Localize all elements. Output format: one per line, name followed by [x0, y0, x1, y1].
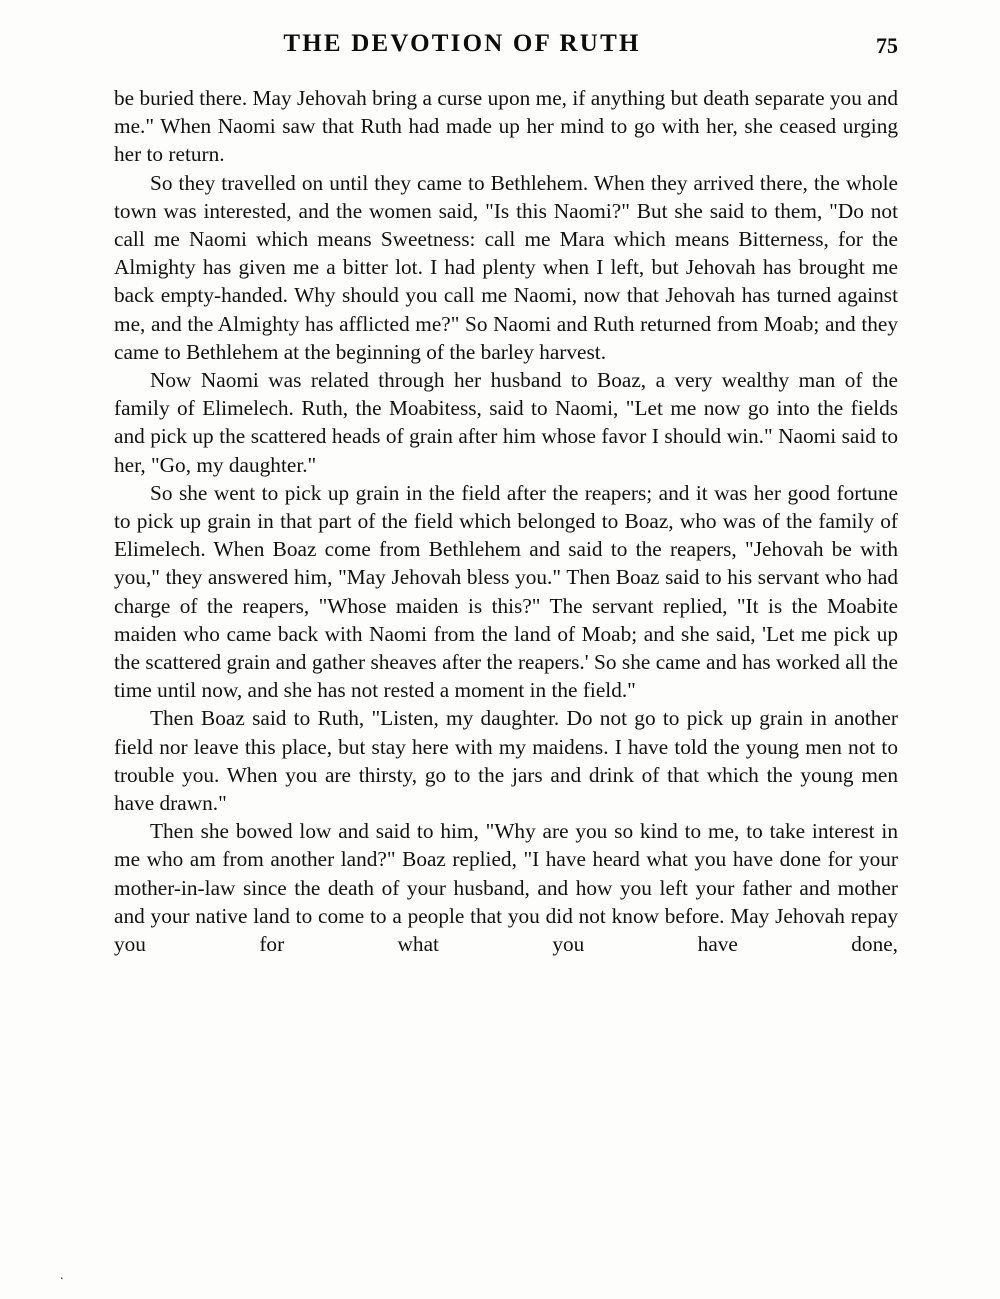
paragraph: So they travelled on until they came to Bethlehem. When they arrived there, the whole town was interested, and the women said, "Is this Naomi?" But she said to them, "Do not call me Naomi which means Sweetness: call me Mara which means Bitterness, for the Almighty has given me a bitter lot. I had plenty when I left, but Jehovah has brought me back empty-handed. Why should you call me Naomi, now that Jehovah has turned against me, and the Almighty has afflicted me?" So Naomi and Ruth returned from Moab; and they came to Bethlehem at the beginning of the barley harvest.	[114, 170, 898, 364]
paragraph: Then Boaz said to Ruth, "Listen, my daughter. Do not go to pick up grain in another field nor leave this place, but stay here with my maidens. I have told the young men not to trouble you. When you are thirsty, go to the jars and drink of that which the young men have drawn."	[114, 706, 898, 816]
body-text	[114, 84, 898, 987]
running-head: THE DEVOTION OF RUTH	[283, 30, 641, 57]
page-number: 75	[876, 33, 898, 58]
paragraph: Now Naomi was related through her husband to Boaz, a very wealthy man of the family of Elimelech. Ruth, the Moabitess, said to Naomi, "Let me now go into the fields and pick up the scattered heads of grain after him whose favor I should win." Naomi said to her, "Go, my daughter."	[114, 368, 898, 477]
paragraph: Then she bowed low and said to him, "Why are you so kind to me, to take interest in me who am from another land?" Boaz replied, "I have heard what you have done for your mother-in-law since the death of your husband, and how you left your father and mother and your native land to come to a people that you did not know before. May Jehovah repay you for what you have done,	[114, 819, 898, 957]
paragraph: So she went to pick up grain in the field after the reapers; and it was her good fortune to pick up grain in that part of the field which belonged to Boaz, who was of the family of Elimelech. When Boaz come from Bethlehem and said to the reapers, "Jehovah be with you," they answered him, "May Jehovah bless you." Then Boaz said to his servant who had charge of the reapers, "Whose maiden is this?" The servant replied, "It is the Moabite maiden who came back with Naomi from the land of Moab; and she said, 'Let me pick up the scattered grain and gather sheaves after the reapers.' So she came and has worked all the time until now, and she has not rested a moment in the field."	[114, 480, 898, 703]
paragraph: be buried there. May Jehovah bring a curse upon me, if anything but death separate you and me." When Naomi saw that Ruth had made up her mind to go with her, she ceased urging her to return.	[114, 86, 898, 167]
page-header	[112, 30, 898, 66]
footer-mark: .	[60, 1268, 64, 1283]
